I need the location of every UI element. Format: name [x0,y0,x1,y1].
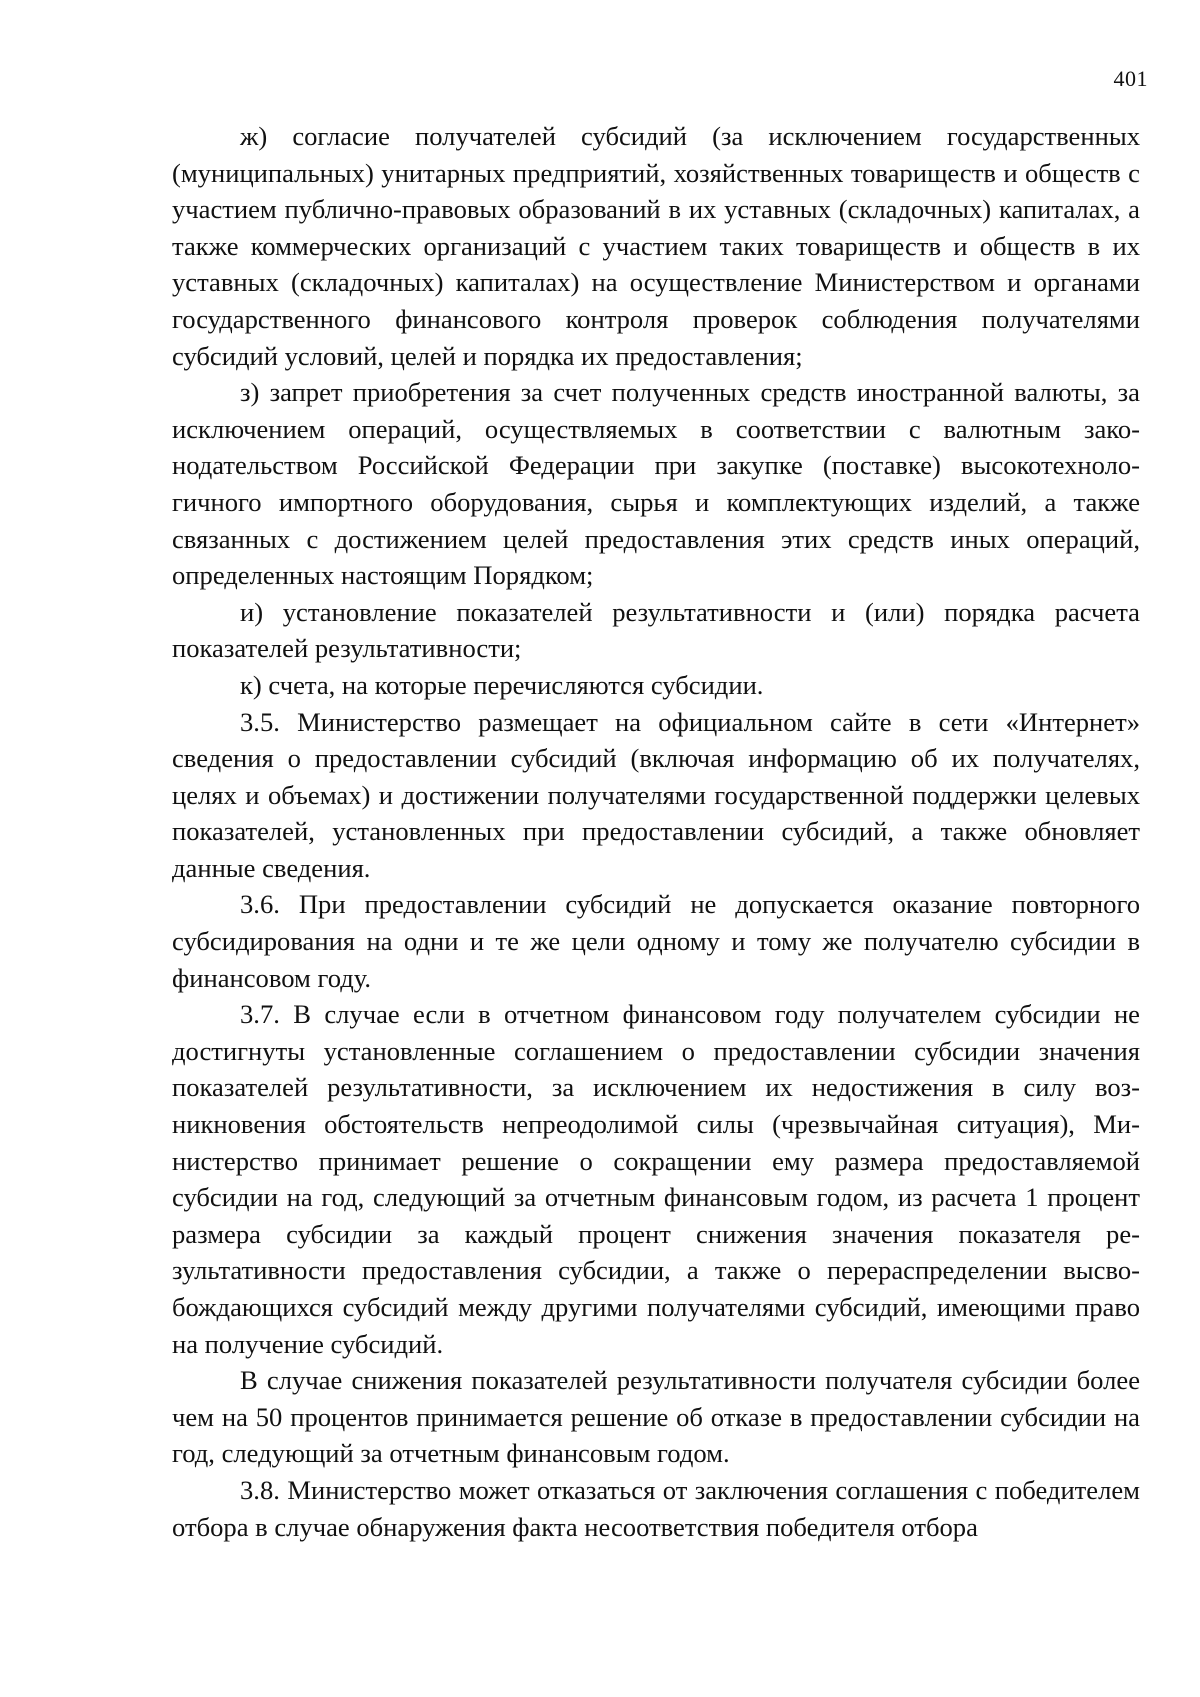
paragraph-i-performance-indicators: и) установление показателей результативности и (или) порядка расчета показателей результативности; [172,596,1140,664]
paragraph-k-accounts: к) счета, на которые перечисляются субсидии. [240,669,764,700]
paragraph-3-7-reduction: 3.7. В случае если в отчетном финансовом году получателем субсидии не достигнуты установленные соглашением о предоставлении субсидии значения показателей результативности, за исключением их недостижения в силу возникновения обстоятельств непреодолимой силы (чрезвычайная ситуация), Министерство принимает решение о сокращении ему размера предоставляемой субсидии на год, следующий за отчетным финансовым годом, из расчета 1 процент размера субсидии за каждый процент снижения значения показателя результативности предоставления субсидии, а также о перераспределении высвобождающихся субсидий между другими получателями субсидий, имеющими право на получение субсидий. [172,999,1140,1359]
paragraph-3-8-refusal-agreement: 3.8. Министерство может отказаться от заключения соглашения с победителем отбора в случае обнаружения факта несоответствия победителя отбора [172,1474,1140,1542]
paragraph-3-7-refusal: В случае снижения показателей результативности получателя субсидии более чем на 50 процентов принимается решение об отказе в предоставлении субсидии на год, следующий за отчетным финансовым годом. [172,1365,1140,1469]
page-number: 401 [1113,66,1148,91]
paragraph-3-6-no-repeat-subsidy: 3.6. При предоставлении субсидий не допускается оказание повторного субсидирования на одни и те же цели одному и тому же получателю субсидии в финансовом году. [172,889,1140,993]
paragraph-z-currency-ban: з) запрет приобретения за счет полученных средств иностранной валюты, за исключением операций, осуществляемых в соответствии с валютным законодательством Российской Федерации при закупке (поставке) высокотехнологичного импортного оборудования, сырья и комплектующих изделий, а также связанных с достижением целей предоставления этих средств иных операций, определенных настоящим Порядком; [172,377,1140,591]
paragraph-3-5-publication: 3.5. Министерство размещает на официальном сайте в сети «Интернет» сведения о предоставлении субсидий (включая информацию об их получателях, целях и объемах) и достижении получателями государственной поддержки целевых показателей, установленных при предоставлении субсидий, а также обновляет данные сведения. [172,706,1140,883]
paragraph-zh-consent: ж) согласие получателей субсидий (за исключением государственных (муниципальных) унитарных предприятий, хозяйственных товариществ и обществ с участием публично-правовых образований в их уставных (складочных) капиталах, а также коммерческих организаций с участием таких товариществ и обществ в их уставных (складочных) капиталах) на осуществление Министерством и органами государственного финансового контроля проверок соблюдения получателями субсидий условий, целей и порядка их предоставления; [172,121,1140,371]
document-body [172,118,1140,1545]
